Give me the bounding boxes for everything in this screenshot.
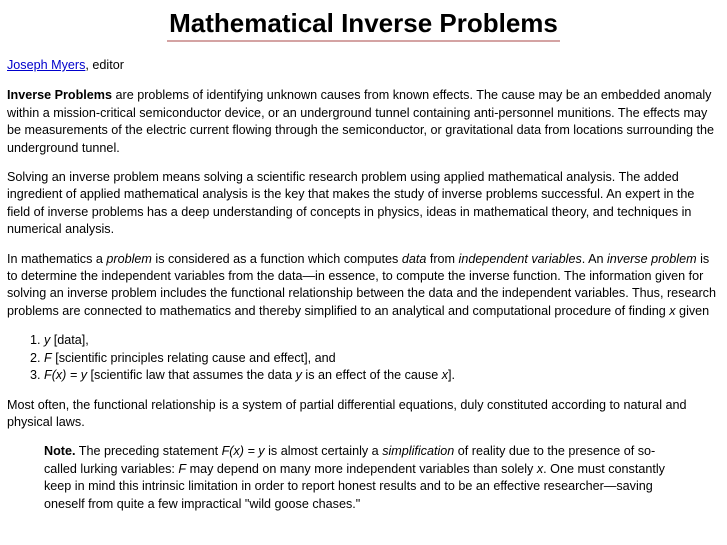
list-var: F(x) = y — [44, 368, 88, 383]
title-block — [7, 0, 720, 42]
text-run: from — [426, 251, 459, 266]
term-problem: problem — [106, 251, 152, 266]
paragraph-applied-analysis: Solving an inverse problem means solving a scientific research problem using applied mathematical analysis. The added ingredient of applied mathematical analysis is the key that makes the study of inverse problems successful. An expert in the field of inverse problems has a deep understanding of concepts in physics, ideas in mathematical theory, and techniques in numerical analysis. — [7, 170, 695, 237]
list-text: ]. — [448, 368, 456, 383]
note-var-x: x — [536, 461, 544, 476]
term-data: data — [401, 251, 427, 266]
editor-suffix: , editor — [85, 58, 124, 72]
text-run: The preceding statement — [75, 444, 222, 459]
text-run: given — [675, 303, 710, 318]
text-run: may depend on many more independent variables than solely — [186, 461, 537, 476]
term-inverse-problem: inverse problem — [606, 251, 697, 266]
text-run: is considered as a function which computes — [151, 251, 402, 266]
note-term-simplification: simplification — [382, 444, 455, 459]
paragraph-pde: Most often, the functional relationship is a system of partial differential equations, duly constituted according to natural and physical laws. — [7, 397, 687, 429]
text-run: In mathematics a — [7, 251, 107, 266]
list-item — [44, 367, 720, 384]
note-block — [44, 443, 675, 513]
list-text: is an effect of the cause — [301, 368, 442, 383]
intro-paragraph — [7, 87, 720, 157]
list-text: [scientific law that assumes the data — [87, 368, 296, 383]
page-title: Mathematical Inverse Problems — [167, 8, 560, 42]
given-list — [7, 332, 720, 384]
list-var: F — [44, 350, 52, 365]
text-run: is almost certainly a — [264, 444, 383, 459]
list-text: [data], — [50, 333, 89, 348]
list-var: x — [441, 368, 449, 383]
note-formula: F(x) = y — [221, 444, 265, 459]
text-run: is to determine the independent variables from the data—in essence, to compute the inverse function. The information given for solving an inverse problem includes the functional relationship between the data and the independent variables. Thus, research problems are connected to mathematics and thereby simplified to an analytical and computational procedure of finding — [7, 251, 716, 318]
text-run: . One must constantly keep in mind this intrinsic limitation in order to report honest results and to be an effective researcher—saving oneself from quite a few impractical "wild goose chases." — [44, 461, 665, 511]
note-var-f: F — [178, 461, 187, 476]
editor-line — [7, 57, 720, 74]
intro-text: are problems of identifying unknown causes from known effects. The cause may be an embedded anomaly within a mission-critical semiconductor device, or an underground tunnel containing anti-personnel munitions. The effects may be measurements of the electric current flowing through the semiconductor, or gravitational data from locations surrounding the underground tunnel. — [7, 88, 715, 155]
intro-term: Inverse Problems — [7, 88, 112, 103]
paragraph-definition — [7, 251, 720, 321]
text-run: of reality due to the presence of so-called lurking variables: — [44, 444, 656, 476]
term-x: x — [669, 303, 676, 318]
editor-link[interactable]: Joseph Myers — [7, 58, 86, 72]
list-item — [44, 350, 720, 367]
list-text: [scientific principles relating cause and effect], and — [51, 350, 336, 365]
text-run: . An — [581, 251, 607, 266]
list-var: y — [295, 368, 302, 383]
term-independent-variables: independent variables — [458, 251, 582, 266]
list-item — [44, 332, 720, 349]
note-label: Note. — [44, 444, 76, 459]
list-var: y — [44, 333, 51, 348]
